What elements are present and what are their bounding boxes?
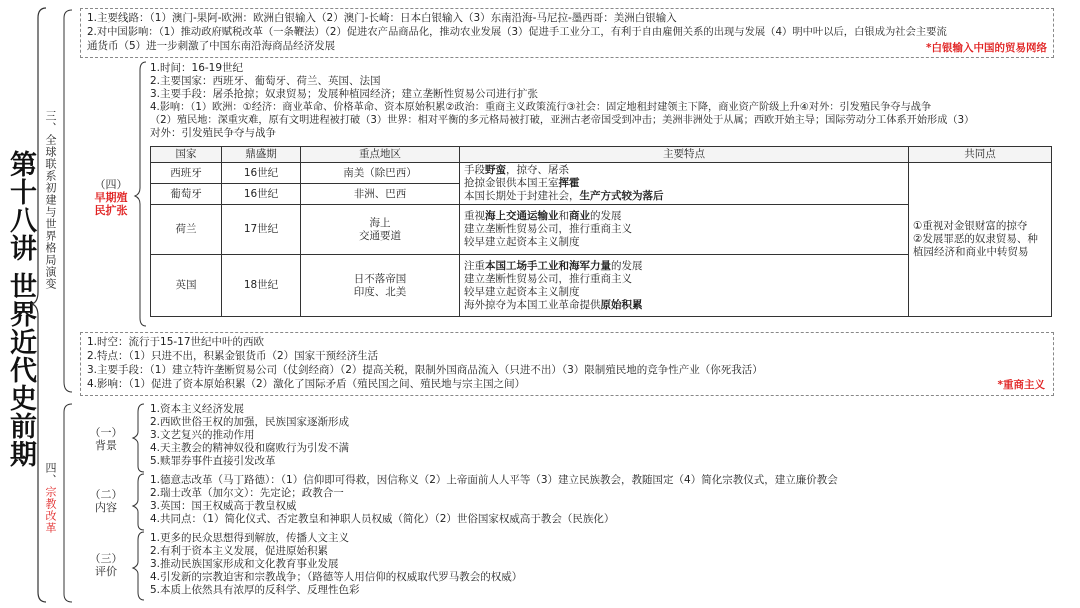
evaluation-list <box>150 532 522 597</box>
colonial-expansion-title: 早期殖民扩张 <box>94 191 128 217</box>
feature-line: 较早建立起资本主义制度 <box>464 285 580 298</box>
list-item: 5.赎罪券事件直接引发改革 <box>150 455 276 467</box>
content-label <box>84 488 128 514</box>
region-cell: 非洲、巴西 <box>301 184 460 205</box>
feature-bold: 海上交通运输业 <box>485 210 559 222</box>
mercantilism-line: 2.特点：（1）只进不出，积累金银货币（2）国家干预经济生活 <box>87 350 379 362</box>
mercantilism-line: 4.影响：（1）促进了资本原始积累（2）激化了国际矛盾（殖民国之间、殖民地与宗主国之间） <box>87 378 526 390</box>
feature-line: 较早建立起资本主义制度 <box>464 236 580 248</box>
feature-text: 和 <box>558 210 569 222</box>
feature-line <box>464 177 904 190</box>
feature-line: 建立垄断性贸易公司，推行重商主义 <box>464 223 632 235</box>
features-cell <box>460 255 909 317</box>
evaluation-title: 评价 <box>95 565 117 578</box>
colonial-expansion-text <box>150 62 1055 140</box>
country-cell: 英国 <box>151 255 222 317</box>
colonial-expansion-num: （四） <box>94 178 128 191</box>
china-impact-line-cont: 通货币（5）进一步刺激了中国东南沿海商品经济发展 <box>87 40 336 52</box>
colonial-line: 3.主要手段：屠杀抢掠；奴隶贸易；发展种植园经济；建立垄断性贸易公司进行扩张 <box>150 88 539 100</box>
feature-line: 建立垄断性贸易公司，推行重商主义 <box>464 272 632 285</box>
colonial-line: 1.时间：16-19世纪 <box>150 62 244 74</box>
background-list <box>150 403 349 468</box>
list-item: 3.推动民族国家形成和文化教育事业发展 <box>150 558 339 570</box>
feature-line <box>464 190 904 203</box>
list-item: 4.天主教会的精神奴役和腐败行为引发不满 <box>150 442 350 454</box>
list-item: 2.西欧世俗王权的加强，民族国家逐渐形成 <box>150 416 350 428</box>
list-item: 4.共同点：（1）简化仪式、否定教皇和神职人员权威（简化）（2）世俗国家权威高于教会（民族化） <box>150 513 615 525</box>
feature-bold: 挥霍 <box>558 177 580 189</box>
feature-line <box>464 210 904 223</box>
section3-label: 三、全球联系初建与世界格局演变 <box>44 110 57 290</box>
feature-text: 注重 <box>464 259 485 272</box>
list-item: 3.英国：国王权威高于教皇权威 <box>150 500 297 512</box>
section4-label <box>44 462 56 534</box>
features-cell <box>460 205 909 255</box>
feature-text: ，掠夺、屠杀 <box>506 164 569 176</box>
feature-text: 的发展 <box>611 259 643 272</box>
silver-route-line: 1.主要线路：（1）澳门-果阿-欧洲：欧洲白银输入（2）澳门-长崎：日本白银输入（3）东南沿海-马尼拉-墨西哥：美洲白银输入 <box>87 12 677 24</box>
period-cell: 18世纪 <box>222 255 301 317</box>
common-points-cell: ①重视对金银财富的掠夺 ②发展罪恶的奴隶贸易、种植园经济和商业中转贸易 <box>909 163 1052 317</box>
col-header-common: 共同点 <box>909 147 1052 163</box>
table-header-row <box>151 147 1052 163</box>
background-title: 背景 <box>95 439 117 452</box>
country-cell: 葡萄牙 <box>151 184 222 205</box>
background-label <box>84 426 128 452</box>
country-cell: 西班牙 <box>151 163 222 184</box>
feature-text: 手段 <box>464 164 485 176</box>
background-num: （一） <box>89 426 123 439</box>
section4-label-main: 宗教改革 <box>44 486 57 534</box>
feature-text: 海外掠夺为本国工业革命提供 <box>464 298 601 311</box>
col-header-features: 主要特点 <box>460 147 909 163</box>
lecture-title: 第十八讲 世界近代史前期 <box>5 150 36 469</box>
feature-line <box>464 299 904 312</box>
colonial-powers-table <box>150 146 1052 317</box>
silver-note-prefix: *白银输入中国的 <box>926 42 1005 54</box>
mercantilism-note: *重商主义 <box>997 379 1045 391</box>
mercantilism-line: 3.主要手段：（1）建立特许垄断贸易公司（仗剑经商）（2）提高关税，限制外国商品流入（只进不出）（3）限制殖民地的竞争性产业（你死我活） <box>87 364 763 376</box>
content-title: 内容 <box>95 501 117 514</box>
col-header-period: 鼎盛期 <box>222 147 301 163</box>
period-cell: 17世纪 <box>222 205 301 255</box>
feature-text: 重视 <box>464 210 485 222</box>
country-cell: 荷兰 <box>151 205 222 255</box>
mercantilism-line: 1.时空：流行于15-17世纪中叶的西欧 <box>87 336 265 348</box>
list-item: 4.引发新的宗教迫害和宗教战争；（路德等人用信仰的权威取代罗马教会的权威） <box>150 571 523 583</box>
list-item: 1.资本主义经济发展 <box>150 403 245 415</box>
features-cell <box>460 163 909 205</box>
region-cell: 日不落帝国 印度、北美 <box>301 255 460 317</box>
list-item: 3.文艺复兴的推动作用 <box>150 429 255 441</box>
silver-trade-box <box>80 8 1054 58</box>
silver-note-highlight: 贸易网络 <box>1005 42 1047 54</box>
colonial-line: 4.影响：（1）欧洲：①经济：商业革命、价格革命、资本原始积累②政治：重商主义政策流行③社会：固定地租封建领主下降，商业资产阶级上升④对外：引发殖民争夺与战争 <box>150 102 932 113</box>
colonial-expansion-label <box>86 178 136 217</box>
table-row <box>151 163 1052 184</box>
list-item: 1.更多的民众思想得到解放，传播人文主义 <box>150 532 350 544</box>
china-impact-line: 2.对中国影响：（1）推动政府赋税改革（一条鞭法）（2）促进农产品商品化，推动农业发展（3）促进手工业分工，有利于自由雇佣关系的出现与发展（4）明中叶以后，白银成为社会主要流 <box>87 26 947 38</box>
feature-text: 本国长期处于封建社会， <box>464 190 580 202</box>
section4-label-prefix: 四、 <box>44 462 57 486</box>
list-item: 2.瑞士改革（加尔文）：先定论；政教合一 <box>150 487 344 499</box>
content-num: （二） <box>89 488 123 501</box>
colonial-line: 对外：引发殖民争夺与战争 <box>150 127 276 139</box>
mercantilism-box <box>80 332 1054 396</box>
feature-text: 抢掠金银供本国王室 <box>464 177 559 189</box>
feature-text: 的发展 <box>590 210 622 222</box>
feature-bold: 原始积累 <box>600 298 643 311</box>
feature-line <box>464 164 904 177</box>
region-cell: 南美（除巴西） <box>301 163 460 184</box>
feature-bold: 本国工场手工业和海军力量 <box>485 259 611 272</box>
content-list <box>150 474 838 526</box>
col-header-country: 国家 <box>151 147 222 163</box>
list-item: 1.德意志改革（马丁路德）：（1）信仰即可得救，因信称义（2）上帝面前人人平等（3）建立民族教会，教随国定（4）简化宗教仪式，建立廉价教会 <box>150 474 838 486</box>
evaluation-label <box>84 552 128 578</box>
period-cell: 16世纪 <box>222 184 301 205</box>
colonial-line: 2.主要国家：西班牙、葡萄牙、荷兰、英国、法国 <box>150 75 381 87</box>
region-cell: 海上 交通要道 <box>301 205 460 255</box>
period-cell: 16世纪 <box>222 163 301 184</box>
list-item: 2.有利于资本主义发展，促进原始积累 <box>150 545 329 557</box>
feature-bold: 商业 <box>569 210 590 222</box>
silver-note <box>926 42 1047 55</box>
feature-line <box>464 260 904 273</box>
col-header-region: 重点地区 <box>301 147 460 163</box>
feature-bold: 生产方式较为落后 <box>579 190 664 202</box>
evaluation-num: （三） <box>89 552 123 565</box>
colonial-line: （2）殖民地：深重灾难，原有文明进程被打破（3）世界：相对平衡的多元格局被打破，亚洲古老帝国受到冲击；美洲非洲处于从属；西欧开始主导；国际劳动分工体系开始形成（3） <box>150 115 975 126</box>
list-item: 5.本质上依然具有浓厚的反科学、反理性色彩 <box>150 584 360 596</box>
feature-bold: 野蛮 <box>485 164 506 176</box>
